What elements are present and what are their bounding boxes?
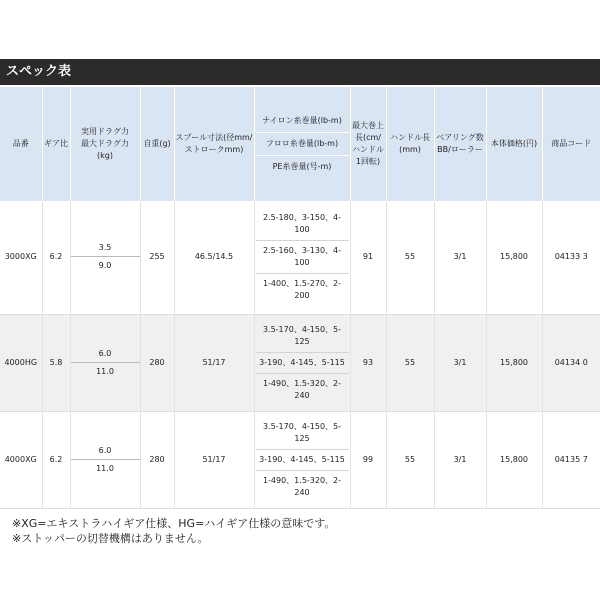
header-line-nylon: ナイロン糸巻量(lb-m) <box>256 110 349 133</box>
cell-line-nylon: 3.5-170、4-150、5-125 <box>256 417 349 450</box>
table-row <box>0 314 600 411</box>
cell-model: 3000XG <box>0 201 42 314</box>
cell-line-capacity <box>254 201 350 314</box>
cell-drag-max: 11.0 <box>96 463 114 473</box>
cell-line-capacity <box>254 314 350 411</box>
cell-drag <box>70 411 140 508</box>
cell-spool: 51/17 <box>174 411 254 508</box>
header-line-capacity <box>254 87 350 201</box>
footnote-stopper: ※ストッパーの切替機構はありません。 <box>12 532 209 545</box>
header-product-code: 商品コード <box>542 87 600 201</box>
cell-drag <box>70 314 140 411</box>
table-header-row <box>0 87 600 201</box>
cell-spool: 46.5/14.5 <box>174 201 254 314</box>
footnotes <box>12 516 335 546</box>
cell-bearing: 3/1 <box>434 314 486 411</box>
cell-line-pe: 1-490、1.5-320、2-240 <box>262 475 342 497</box>
cell-bearing: 3/1 <box>434 201 486 314</box>
cell-line-nylon: 2.5-180、3-150、4-100 <box>256 208 349 241</box>
cell-drag-max: 11.0 <box>96 366 114 376</box>
cell-product-code: 04135 7 <box>554 454 588 464</box>
cell-bearing: 3/1 <box>434 411 486 508</box>
header-line-pe: PE糸巻量(号-m) <box>272 162 332 171</box>
cell-model: 4000XG <box>0 411 42 508</box>
cell-drag-practical: 3.5 <box>70 242 140 257</box>
header-line-fluoro: フロロ糸巻量(lb-m) <box>256 133 349 156</box>
cell-drag-practical: 6.0 <box>70 348 140 363</box>
cell-price: 15,800 <box>486 201 542 314</box>
cell-line-fluoro: 2.5-160、3-130、4-100 <box>256 241 349 274</box>
footnote-gear-meaning: ※XG=エキストラハイギア仕様、HG=ハイギア仕様の意味です。 <box>12 517 336 530</box>
cell-line-fluoro: 3-190、4-145、5-115 <box>256 450 349 471</box>
header-spool: スプール寸法(径mm/ストロークmm) <box>174 87 254 201</box>
cell-weight: 255 <box>140 201 174 314</box>
spec-table <box>0 87 600 509</box>
cell-weight: 280 <box>140 411 174 508</box>
cell-line-pe: 1-400、1.5-270、2-200 <box>262 279 342 301</box>
header-gear-ratio: ギア比 <box>42 87 70 201</box>
cell-product-code: 04133 3 <box>554 252 588 262</box>
cell-gear: 5.8 <box>42 314 70 411</box>
cell-line-capacity <box>254 411 350 508</box>
cell-weight: 280 <box>140 314 174 411</box>
header-drag <box>70 87 140 201</box>
cell-line-nylon: 3.5-170、4-150、5-125 <box>256 320 349 353</box>
cell-gear: 6.2 <box>42 201 70 314</box>
cell-drag-practical: 6.0 <box>70 445 140 460</box>
cell-drag-max: 9.0 <box>98 261 112 271</box>
cell-price: 15,800 <box>486 411 542 508</box>
cell-max-retrieve: 99 <box>350 411 386 508</box>
header-max-retrieve: 最大巻上長(cm/ハンドル1回転) <box>350 87 386 201</box>
cell-max-retrieve: 93 <box>350 314 386 411</box>
cell-spool: 51/17 <box>174 314 254 411</box>
spec-table-title: スペック表 <box>0 59 600 85</box>
cell-gear: 6.2 <box>42 411 70 508</box>
cell-max-retrieve: 91 <box>350 201 386 314</box>
header-handle-length: ハンドル長(mm) <box>386 87 434 201</box>
header-bearing: ベアリング数BB/ローラー <box>434 87 486 201</box>
header-model: 品番 <box>0 87 42 201</box>
header-price: 本体価格(円) <box>486 87 542 201</box>
cell-handle-length: 55 <box>386 314 434 411</box>
header-drag-unit: (kg) <box>97 151 113 160</box>
table-row <box>0 201 600 314</box>
header-weight: 自重(g) <box>140 87 174 201</box>
cell-handle-length: 55 <box>386 201 434 314</box>
cell-line-pe: 1-490、1.5-320、2-240 <box>262 378 342 400</box>
cell-model: 4000HG <box>0 314 42 411</box>
cell-drag <box>70 201 140 314</box>
cell-price: 15,800 <box>486 314 542 411</box>
cell-product-code: 04134 0 <box>554 357 588 367</box>
table-row <box>0 411 600 508</box>
header-drag-max: 最大ドラグ力 <box>81 139 129 148</box>
cell-handle-length: 55 <box>386 411 434 508</box>
cell-line-fluoro: 3-190、4-145、5-115 <box>256 353 349 374</box>
header-drag-practical: 実用ドラグ力 <box>81 127 129 136</box>
